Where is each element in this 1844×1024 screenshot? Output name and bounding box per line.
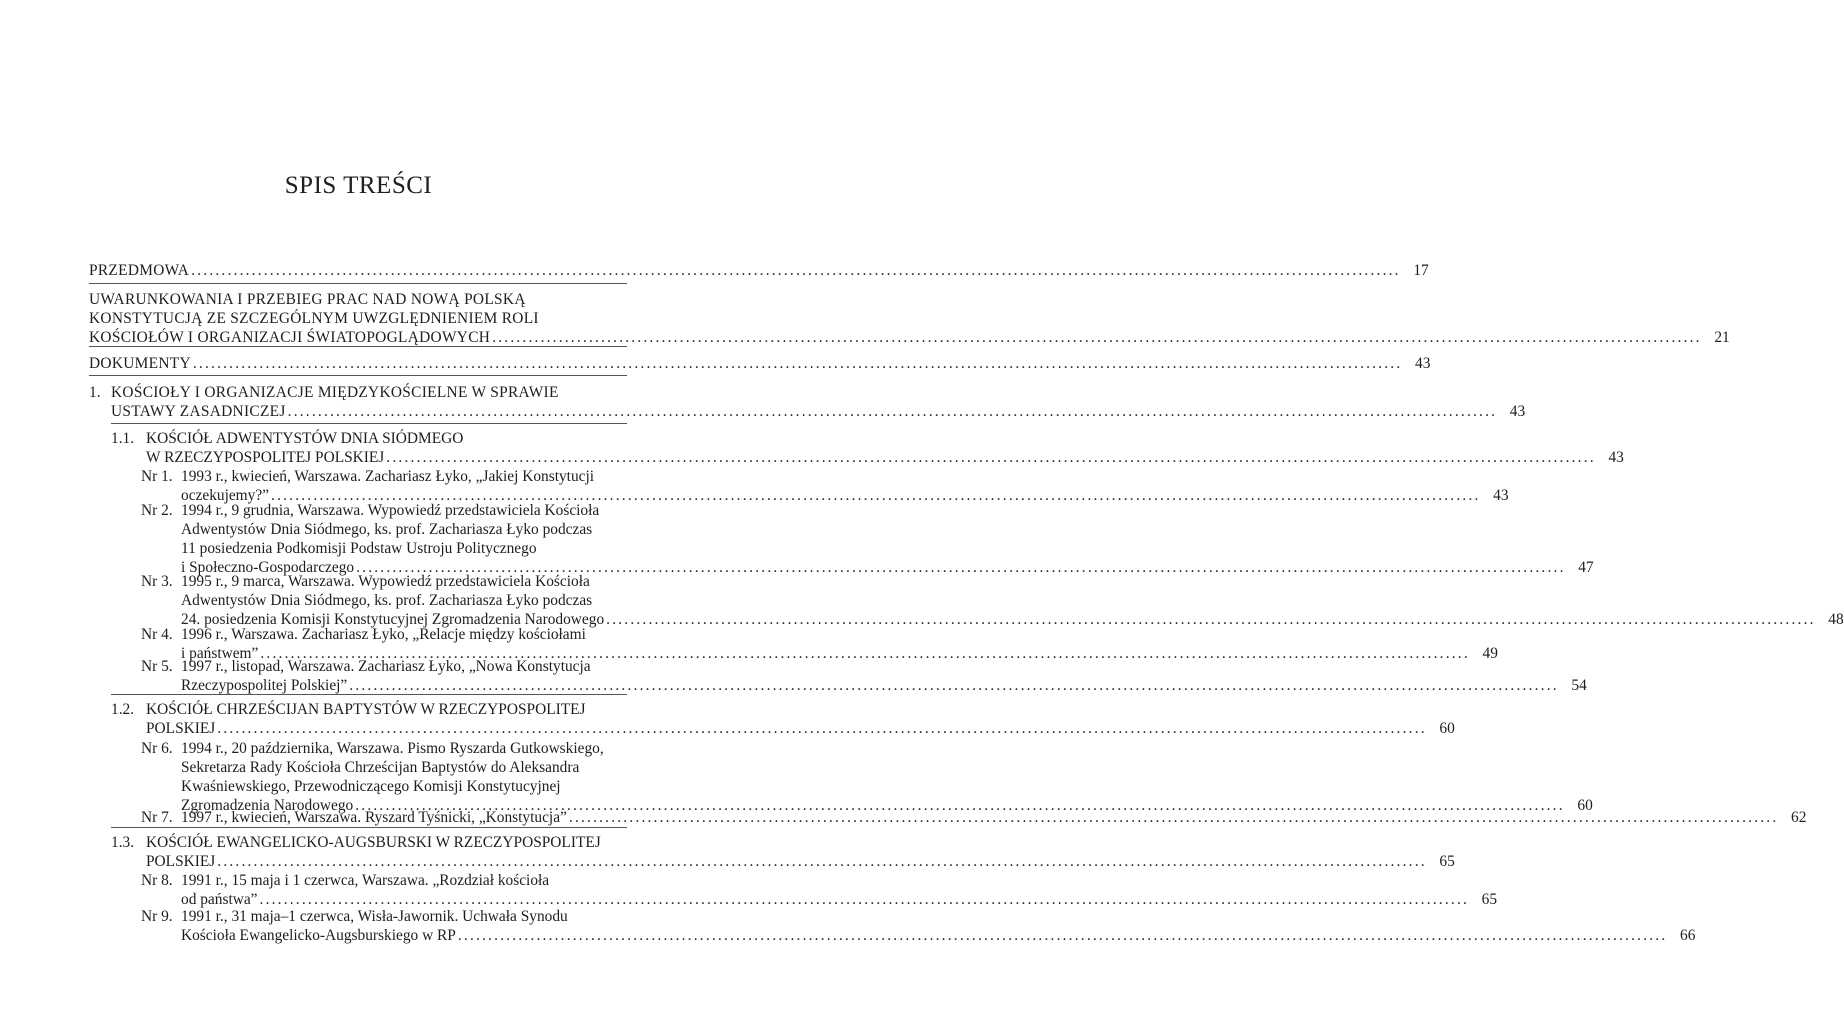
toc-entry-number: 1.: [89, 384, 101, 401]
toc-page-number: 60: [1439, 720, 1455, 737]
toc-entry-uwarunkowania[interactable]: [89, 290, 1730, 347]
dot-leader: ........................................................................................................................................................................................................: [606, 611, 1816, 628]
dot-leader: ........................................................................................................................................................................................................: [568, 809, 1779, 826]
toc-entry-nr7[interactable]: [141, 808, 1807, 827]
toc-entry-text: oczekujemy?”: [181, 487, 270, 504]
toc-entry-number: Nr 9.: [141, 908, 173, 925]
toc-entry-text: PRZEDMOWA: [89, 262, 190, 279]
toc-entry-number: 1.3.: [111, 834, 135, 851]
toc-page-number: 48: [1828, 611, 1844, 628]
dot-leader: ........................................................................................................................................................................................................: [260, 645, 1470, 662]
toc-entry-text: i Społeczno-Gospodarczego: [181, 559, 355, 576]
toc-page-number: 54: [1571, 677, 1587, 694]
toc-entry-text: 1997 r., kwiecień, Warszawa. Ryszard Tyśnicki, „Konstytucja”: [181, 809, 567, 826]
dot-leader: ........................................................................................................................................................................................................: [217, 720, 1427, 737]
toc-entry-text: KOŚCIOŁÓW I ORGANIZACJI ŚWIATOPOGLĄDOWYCH: [89, 329, 491, 346]
toc-entry-number: Nr 7.: [141, 809, 173, 826]
toc-entry-s12[interactable]: [111, 700, 1455, 738]
toc-entry-number: Nr 8.: [141, 872, 173, 889]
toc-entry-text: 1996 r., Warszawa. Zachariasz Łyko, „Relacje między kościołami: [181, 626, 586, 643]
toc-entry-text: Zgromadzenia Narodowego: [181, 797, 354, 814]
toc-page-number: 49: [1482, 645, 1498, 662]
dot-leader: ........................................................................................................................................................................................................: [492, 329, 1702, 346]
toc-page-number: 21: [1714, 329, 1730, 346]
dot-leader: ........................................................................................................................................................................................................: [192, 355, 1403, 372]
dot-leader: ........................................................................................................................................................................................................: [386, 449, 1596, 466]
toc-entry-number: Nr 6.: [141, 740, 173, 757]
toc-entry-nr9[interactable]: [141, 907, 1696, 945]
toc-page-number: 62: [1791, 809, 1807, 826]
toc-entry-ch1[interactable]: [89, 383, 1526, 421]
toc-page-number: 65: [1439, 853, 1455, 870]
toc-entry-nr3[interactable]: [141, 572, 1844, 629]
toc-entry-text: Adwentystów Dnia Siódmego, ks. prof. Zachariasza Łyko podczas: [181, 592, 593, 609]
dot-leader: ........................................................................................................................................................................................................: [287, 403, 1498, 420]
dot-leader: ........................................................................................................................................................................................................: [356, 559, 1566, 576]
toc-entry-number: Nr 4.: [141, 626, 173, 643]
toc-page-number: 17: [1413, 262, 1429, 279]
toc-entry-text: USTAWY ZASADNICZEJ: [111, 403, 286, 420]
toc-page-number: 47: [1578, 559, 1594, 576]
toc-entry-text: KONSTYTUCJĄ ZE SZCZEGÓLNYM UWZGLĘDNIENIEM ROLI: [89, 310, 539, 327]
toc-entry-text: 1995 r., 9 marca, Warszawa. Wypowiedź przedstawiciela Kościoła: [181, 573, 590, 590]
toc-entry-number: Nr 1.: [141, 468, 173, 485]
toc-entry-text: Adwentystów Dnia Siódmego, ks. prof. Zachariasza Łyko podczas: [181, 521, 593, 538]
toc-entry-text: W RZECZYPOSPOLITEJ POLSKIEJ: [146, 449, 385, 466]
toc-page-number: 43: [1415, 355, 1431, 372]
toc-entry-nr5[interactable]: [141, 657, 1587, 695]
toc-entry-text: KOŚCIÓŁ EWANGELICKO-AUGSBURSKI W RZECZYPOSPOLITEJ: [146, 834, 601, 851]
page-title: SPIS TREŚCI: [284, 172, 433, 199]
toc-page-number: 66: [1680, 927, 1696, 944]
section-divider: [89, 346, 627, 347]
toc-entry-text: 1994 r., 9 grudnia, Warszawa. Wypowiedź przedstawiciela Kościoła: [181, 502, 600, 519]
toc-page-number: 65: [1481, 891, 1498, 908]
toc-entry-nr1[interactable]: [141, 467, 1509, 505]
toc-entry-nr2[interactable]: [141, 501, 1594, 577]
toc-entry-text: 1993 r., kwiecień, Warszawa. Zachariasz Łyko, „Jakiej Konstytucji: [181, 468, 595, 485]
section-divider: [111, 827, 627, 828]
toc-entry-text: POLSKIEJ: [146, 853, 216, 870]
dot-leader: ........................................................................................................................................................................................................: [355, 797, 1565, 814]
toc-page-number: 43: [1608, 449, 1624, 466]
toc-entry-text: Sekretarza Rady Kościoła Chrześcijan Baptystów do Aleksandra: [181, 759, 580, 776]
section-divider: [111, 694, 627, 695]
toc-entry-text: UWARUNKOWANIA I PRZEBIEG PRAC NAD NOWĄ POLSKĄ: [89, 291, 526, 308]
toc-entry-dokumenty[interactable]: [89, 354, 1431, 373]
dot-leader: ........................................................................................................................................................................................................: [191, 262, 1401, 279]
toc-entry-number: 1.1.: [111, 430, 135, 447]
dot-leader: ........................................................................................................................................................................................................: [259, 891, 1470, 908]
section-divider: [89, 375, 627, 376]
toc-entry-number: Nr 2.: [141, 502, 173, 519]
toc-entry-text: 1991 r., 15 maja i 1 czerwca, Warszawa. „Rozdział kościoła: [181, 872, 550, 889]
dot-leader: ........................................................................................................................................................................................................: [457, 927, 1668, 944]
dot-leader: ........................................................................................................................................................................................................: [271, 487, 1481, 504]
toc-entry-number: Nr 3.: [141, 573, 173, 590]
toc-entry-text: Kwaśniewskiego, Przewodniczącego Komisji Konstytucyjnej: [181, 778, 561, 795]
toc-entry-nr8[interactable]: [141, 871, 1498, 909]
toc-page-number: 60: [1577, 797, 1593, 814]
toc-entry-przedmowa[interactable]: [89, 261, 1429, 280]
section-divider: [111, 423, 627, 424]
toc-entry-text: 1994 r., 20 października, Warszawa. Pismo Ryszarda Gutkowskiego,: [181, 740, 604, 757]
toc-entry-text: Kościoła Ewangelicko-Augsburskiego w RP: [181, 927, 456, 944]
toc-entry-text: POLSKIEJ: [146, 720, 216, 737]
toc-entry-number: Nr 5.: [141, 658, 173, 675]
dot-leader: ........................................................................................................................................................................................................: [217, 853, 1427, 870]
dot-leader: ........................................................................................................................................................................................................: [349, 677, 1559, 694]
toc-entry-text: 24. posiedzenia Komisji Konstytucyjnej Zgromadzenia Narodowego: [181, 611, 605, 628]
toc-entry-text: i państwem”: [181, 645, 259, 662]
toc-entry-text: 1991 r., 31 maja–1 czerwca, Wisła-Jawornik. Uchwała Synodu: [181, 908, 568, 925]
toc-entry-s11[interactable]: [111, 429, 1624, 467]
toc-entry-text: KOŚCIÓŁ ADWENTYSTÓW DNIA SIÓDMEGO: [146, 430, 464, 447]
toc-entry-text: Rzeczypospolitej Polskiej”: [181, 677, 348, 694]
toc-page-number: 43: [1493, 487, 1509, 504]
toc-entry-text: 11 posiedzenia Podkomisji Podstaw Ustroju Politycznego: [181, 540, 537, 557]
toc-page-number: 43: [1509, 403, 1526, 420]
toc-entry-text: od państwa”: [181, 891, 258, 908]
section-divider: [89, 283, 627, 284]
toc-entry-text: KOŚCIÓŁ CHRZEŚCIJAN BAPTYSTÓW W RZECZYPOSPOLITEJ: [146, 701, 586, 718]
toc-entry-text: 1997 r., listopad, Warszawa. Zachariasz Łyko, „Nowa Konstytucja: [181, 658, 591, 675]
toc-entry-text: KOŚCIOŁY I ORGANIZACJE MIĘDZYKOŚCIELNE W SPRAWIE: [111, 384, 559, 401]
toc-entry-text: DOKUMENTY: [89, 355, 191, 372]
toc-entry-nr6[interactable]: [141, 739, 1593, 815]
toc-entry-number: 1.2.: [111, 701, 135, 718]
toc-entry-s13[interactable]: [111, 833, 1455, 871]
